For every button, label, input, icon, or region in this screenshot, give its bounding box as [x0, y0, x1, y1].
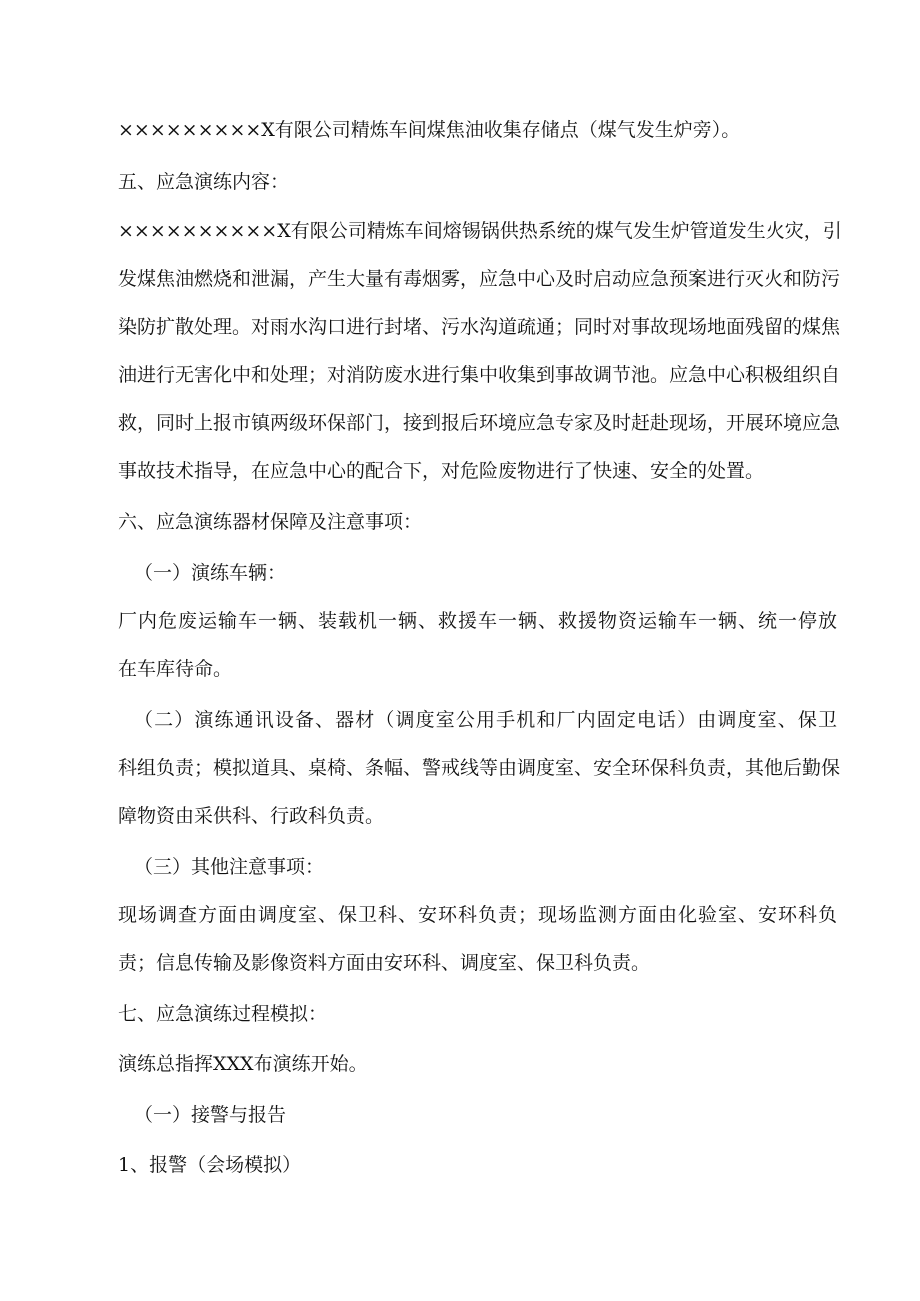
- text-line: 厂内危废运输车一辆、装载机一辆、救援车一辆、救援物资运输车一辆、统一停放: [118, 610, 837, 632]
- text-line: 事故技术指导，在应急中心的配合下，对危险废物进行了快速、安全的处置。: [118, 460, 765, 482]
- subsection-heading-communication: （二）演练通讯设备、器材（调度室公用手机和厂内固定电话）由调度室、保卫: [134, 709, 837, 731]
- text-line: 演练总指挥XXX布演练开始。: [118, 1053, 368, 1075]
- section-heading-equipment: 六、应急演练器材保障及注意事项：: [118, 511, 423, 533]
- subsection-heading-other-notes: （三）其他注意事项：: [134, 856, 325, 878]
- text-line: 染防扩散处理。对雨水沟口进行封堵、污水沟道疏通；同时对事故现场地面残留的煤焦: [118, 316, 841, 338]
- text-line: 障物资由采供科、行政科负责。: [118, 805, 385, 827]
- section-heading-drill-content: 五、应急演练内容：: [118, 171, 290, 193]
- section-heading-process: 七、应急演练过程模拟：: [118, 1003, 328, 1025]
- text-line: 现场调查方面由调度室、保卫科、安环科负责；现场监测方面由化验室、安环科负: [118, 904, 837, 926]
- subsection-heading-alarm-report: （一）接警与报告: [134, 1104, 287, 1126]
- text-line: 发煤焦油燃烧和泄漏，产生大量有毒烟雾，应急中心及时启动应急预案进行灭火和防污: [118, 268, 841, 290]
- text-line: 在车库待命。: [118, 658, 233, 680]
- text-line: ××××××××××X有限公司精炼车间熔锡锅供热系统的煤气发生炉管道发生火灾，引: [118, 220, 842, 242]
- text-line: 救，同时上报市镇两级环保部门，接到报后环境应急专家及时赶赴现场，开展环境应急: [118, 412, 841, 434]
- text-line: 油进行无害化中和处理；对消防废水进行集中收集到事故调节池。应急中心积极组织自: [118, 364, 841, 386]
- text-line: 科组负责；模拟道具、桌椅、条幅、警戒线等由调度室、安全环保科负责，其他后勤保: [118, 757, 841, 779]
- text-line-location: ×××××××××X有限公司精炼车间煤焦油收集存储点（煤气发生炉旁）。: [118, 119, 741, 141]
- item-heading-alarm: 1、报警（会场模拟）: [118, 1154, 302, 1176]
- subsection-heading-vehicles: （一）演练车辆：: [134, 562, 287, 584]
- text-line: 责；信息传输及影像资料方面由安环科、调度室、保卫科负责。: [118, 952, 651, 974]
